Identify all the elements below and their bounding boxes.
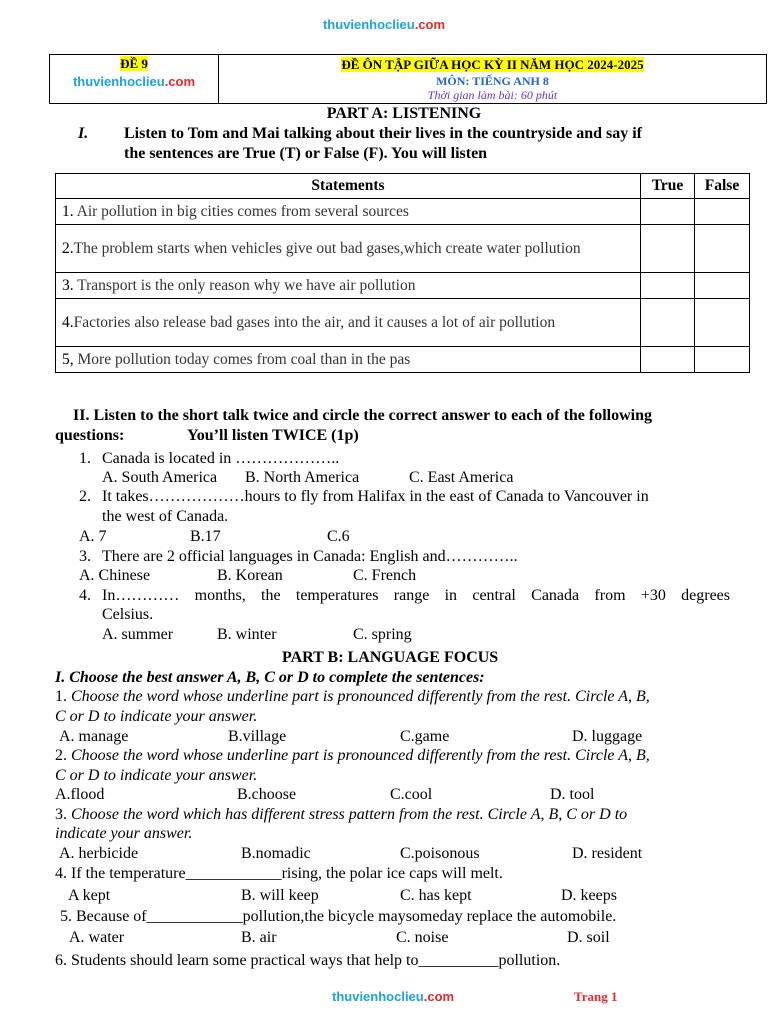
question-text: Canada is located in ………………..	[102, 450, 340, 467]
question-text-cont: indicate your answer.	[55, 825, 193, 842]
question-text: There are 2 official languages in Canada: English and…………..	[102, 548, 518, 565]
section-2-instruction-line1: II. Listen to the short talk twice and circle the correct answer to each of the following	[73, 407, 653, 424]
question-text: Choose the word which has different stress pattern from the rest. Circle A, B, C or D to	[71, 806, 628, 823]
statement-text: Air pollution in big cities comes from several sources	[73, 202, 409, 220]
question-text-cont: Celsius.	[102, 606, 154, 623]
question-text-cont: C or D to indicate your answer.	[55, 708, 258, 725]
option-c[interactable]: C. spring	[353, 626, 412, 643]
option-b[interactable]: B. North America	[245, 469, 360, 486]
true-answer-cell[interactable]	[641, 225, 695, 273]
option-a[interactable]: A. manage	[59, 728, 129, 745]
brand-name: thuvienhoclieu	[322, 17, 415, 32]
question-4-text: 4. If the temperature____________rising, the polar ice caps will melt.	[55, 865, 503, 882]
question-text-cont: C or D to indicate your answer.	[55, 767, 258, 784]
question-text-cont: the west of Canada.	[102, 508, 229, 525]
option-a[interactable]: A. South America	[102, 469, 218, 486]
footer-brand-name: thuvienhoclieu	[332, 989, 424, 1004]
option-b[interactable]: B.village	[228, 728, 287, 745]
option-c[interactable]: C. French	[353, 567, 417, 584]
exam-time: Thời gian làm bài: 60 phút	[427, 88, 558, 102]
true-false-table	[55, 173, 750, 373]
question-number: 2.	[55, 747, 71, 764]
false-answer-cell[interactable]	[695, 299, 750, 347]
question-number: 3.	[55, 806, 71, 823]
option-b[interactable]: B.choose	[237, 786, 297, 803]
option-d[interactable]: D. soil	[567, 929, 610, 946]
section-1-instruction-line1: Listen to Tom and Mai talking about their lives in the countryside and say if	[124, 125, 642, 142]
option-a[interactable]: A. herbicide	[59, 845, 139, 862]
option-b[interactable]: B. will keep	[241, 887, 319, 904]
statement-cell	[56, 225, 641, 273]
option-b[interactable]: B.nomadic	[241, 845, 311, 862]
statement-text: The problem starts when vehicles give out bad gases,which create water pollution	[73, 239, 581, 257]
false-answer-cell[interactable]	[695, 225, 750, 273]
statement-cell	[56, 299, 641, 347]
question-6-text: 6. Students should learn some practical ways that help to__________pollution.	[55, 952, 561, 969]
brand-domain: .com	[414, 17, 446, 32]
table-row	[56, 225, 750, 273]
statement-number: 4.	[62, 313, 74, 331]
question-number: 1.	[79, 450, 91, 467]
statement-text: More pollution today comes from coal than in the pas	[73, 350, 411, 368]
option-b[interactable]: B.17	[190, 528, 221, 545]
footer-brand-domain: .com	[423, 989, 455, 1004]
false-answer-cell[interactable]	[695, 199, 750, 225]
exam-subject: MÔN: TIẾNG ANH 8	[436, 74, 549, 88]
header-brand-name: thuvienhoclieu	[72, 74, 165, 89]
question-2-line1	[55, 747, 650, 765]
part-b-section-1-instruction: I. Choose the best answer A, B, C or D to complete the sentences:	[55, 669, 485, 686]
exam-header-right	[219, 55, 767, 104]
statement-text: Transport is the only reason why we have air pollution	[73, 276, 416, 294]
option-b[interactable]: B. air	[241, 929, 277, 946]
question-text: Choose the word whose underline part is pronounced differently from the rest. Circle A, B,	[71, 747, 650, 764]
true-answer-cell[interactable]	[641, 347, 695, 373]
table-row	[56, 273, 750, 299]
option-c[interactable]: C. has kept	[400, 887, 472, 904]
section-1-instruction-line2: the sentences are True (T) or False (F). You will listen	[124, 145, 488, 162]
header-brand-domain: .com	[164, 74, 196, 89]
option-d[interactable]: D. tool	[550, 786, 595, 803]
option-c[interactable]: C.game	[400, 728, 450, 745]
option-a[interactable]: A kept	[68, 887, 111, 904]
question-3-line1	[55, 806, 627, 824]
true-answer-cell[interactable]	[641, 299, 695, 347]
question-number: 3.	[79, 548, 91, 565]
option-c[interactable]: C.6	[327, 528, 350, 545]
question-text: It takes………………hours to fly from Halifax in the east of Canada to Vancouver in	[102, 488, 649, 505]
statement-number: 2.	[62, 239, 74, 257]
exam-header-left	[50, 55, 219, 104]
true-answer-cell[interactable]	[641, 199, 695, 225]
statement-number: 5,	[62, 350, 74, 368]
option-a[interactable]: A. summer	[102, 626, 174, 643]
page-number: Trang 1	[574, 989, 618, 1004]
statement-number: 1.	[62, 202, 74, 220]
option-d[interactable]: D. luggage	[572, 728, 643, 745]
option-b[interactable]: B. Korean	[217, 567, 283, 584]
part-b-title: PART B: LANGUAGE FOCUS	[282, 649, 499, 666]
header-true: True	[641, 174, 695, 199]
question-text: Choose the word whose underline part is pronounced differently from the rest. Circle A, B,	[71, 688, 650, 705]
option-d[interactable]: D. resident	[572, 845, 643, 862]
statement-number: 3.	[62, 276, 74, 294]
statement-cell	[56, 347, 641, 373]
option-c[interactable]: C. noise	[396, 929, 449, 946]
false-answer-cell[interactable]	[695, 273, 750, 299]
option-c[interactable]: C. East America	[409, 469, 514, 486]
question-text: In………… months, the temperatures range in central Canada from +30 degrees	[102, 587, 730, 604]
false-answer-cell[interactable]	[695, 347, 750, 373]
question-number: 2.	[79, 488, 91, 505]
table-row	[56, 199, 750, 225]
footer-brand	[332, 989, 454, 1005]
question-1-line1	[55, 688, 650, 706]
option-c[interactable]: C.cool	[390, 786, 433, 803]
statement-cell	[56, 199, 641, 225]
true-answer-cell[interactable]	[641, 273, 695, 299]
exam-number: ĐỀ 9	[120, 56, 148, 71]
option-a[interactable]: A. water	[69, 929, 125, 946]
option-c[interactable]: C.poisonous	[400, 845, 480, 862]
option-a[interactable]: A.flood	[55, 786, 105, 803]
table-row	[56, 347, 750, 373]
header-false: False	[695, 174, 750, 199]
section-2-twice-note: You’ll listen TWICE (1p)	[187, 427, 359, 444]
table-row	[56, 299, 750, 347]
section-1-number: I.	[78, 125, 89, 142]
question-number: 1.	[55, 688, 71, 705]
question-5-text: 5. Because of____________pollution,the bicycle maysomeday replace the automobile.	[60, 908, 617, 925]
option-a[interactable]: A. Chinese	[79, 567, 151, 584]
exam-title: ĐỀ ÔN TẬP GIỮA HỌC KỲ II NĂM HỌC 2024-2025	[341, 57, 644, 72]
part-a-title: PART A: LISTENING	[326, 105, 482, 122]
section-2-questions-label: questions:	[55, 427, 125, 444]
statement-text: Factories also release bad gases into the air, and it causes a lot of air pollution	[73, 313, 556, 331]
option-d[interactable]: D. keeps	[561, 887, 617, 904]
option-b[interactable]: B. winter	[217, 626, 277, 643]
header-statements: Statements	[56, 174, 641, 199]
exam-header	[49, 54, 767, 104]
statement-cell	[56, 273, 641, 299]
option-a[interactable]: A. 7	[79, 528, 107, 545]
top-brand	[0, 17, 768, 33]
question-number: 4.	[79, 587, 91, 604]
